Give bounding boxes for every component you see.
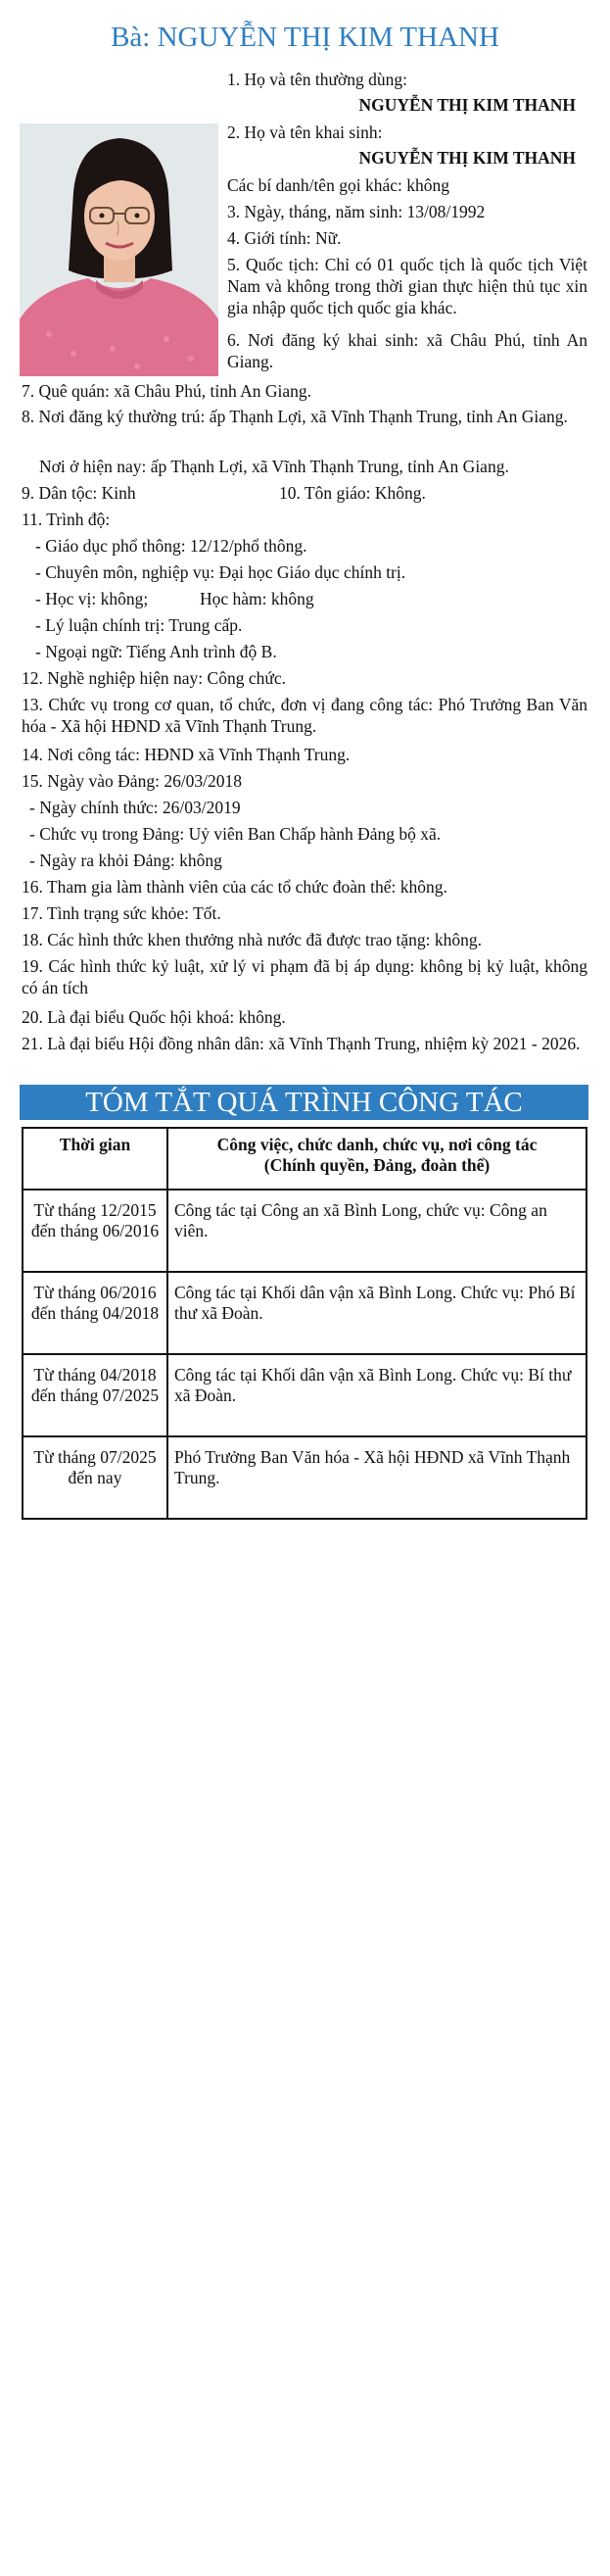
row-time: Từ tháng 12/2015 đến tháng 06/2016 [23, 1190, 167, 1272]
portrait-photo [20, 123, 218, 376]
column-header-work-line1: Công việc, chức danh, chức vụ, nơi công tác [216, 1135, 538, 1154]
field-common-name-label: 1. Họ và tên thường dùng: [227, 70, 407, 89]
field-education-rank: Học hàm: không [200, 589, 314, 608]
table-header-row [23, 1128, 587, 1190]
field-discipline: 19. Các hình thức kỷ luật, xử lý vi phạm đã bị áp dụng: không bị kỷ luật, không có án tích [22, 956, 587, 997]
page-title: Bà: NGUYỄN THỊ KIM THANH [111, 22, 499, 53]
table-row [23, 1190, 587, 1272]
field-occupation: 12. Nghề nghiệp hiện nay: Công chức. [22, 668, 286, 688]
field-party-leave-date: - Ngày ra khỏi Đảng: không [29, 851, 222, 870]
field-position: 13. Chức vụ trong cơ quan, tổ chức, đơn vị đang công tác: Phó Trưởng Ban Văn hóa - Xã hội HĐND xã Vĩnh Thạnh Trung. [22, 695, 587, 736]
field-ethnicity: 9. Dân tộc: Kinh [22, 483, 136, 503]
field-party-join-date: 15. Ngày vào Đảng: 26/03/2018 [22, 771, 243, 791]
field-health: 17. Tình trạng sức khỏe: Tốt. [22, 903, 221, 923]
portrait-illustration [20, 123, 218, 376]
field-date-of-birth: 3. Ngày, tháng, năm sinh: 13/08/1992 [227, 202, 486, 221]
field-gender: 4. Giới tính: Nữ. [227, 228, 342, 248]
field-party-official-date: - Ngày chính thức: 26/03/2019 [29, 798, 241, 817]
table-row [23, 1272, 587, 1354]
column-header-time: Thời gian [23, 1128, 167, 1190]
work-history-banner: TÓM TẮT QUÁ TRÌNH CÔNG TÁC [20, 1085, 588, 1120]
field-other-names: Các bí danh/tên gọi khác: không [227, 175, 449, 195]
field-council-delegate: 21. Là đại biểu Hội đồng nhân dân: xã Vĩnh Thạnh Trung, nhiệm kỳ 2021 - 2026. [22, 1034, 581, 1053]
field-education-degree: - Học vị: không; [35, 589, 149, 608]
field-national-assembly: 20. Là đại biểu Quốc hội khoá: không. [22, 1007, 286, 1027]
row-description: Phó Trưởng Ban Văn hóa - Xã hội HĐND xã Vĩnh Thạnh Trung. [167, 1436, 587, 1519]
row-description: Công tác tại Khối dân vận xã Bình Long. Chức vụ: Phó Bí thư xã Đoàn. [167, 1272, 587, 1354]
field-education-title: 11. Trình độ: [22, 510, 111, 529]
field-birth-name-label: 2. Họ và tên khai sinh: [227, 122, 383, 142]
field-nationality: 5. Quốc tịch: Chỉ có 01 quốc tịch là quốc tịch Việt Nam và không trong thời gian thực hiện thủ tục xin gia nhập quốc tịch quốc gia khác. [227, 255, 587, 317]
field-birth-registration: 6. Nơi đăng ký khai sinh: xã Châu Phú, tỉnh An Giang. [227, 330, 587, 371]
field-birth-name-value: NGUYỄN THỊ KIM THANH [358, 148, 576, 168]
row-time: Từ tháng 04/2018 đến tháng 07/2025 [23, 1354, 167, 1436]
field-education-major: - Chuyên môn, nghiệp vụ: Đại học Giáo dục chính trị. [35, 562, 406, 582]
table-row [23, 1354, 587, 1436]
field-current-residence: Nơi ở hiện nay: ấp Thạnh Lợi, xã Vĩnh Thạnh Trung, tỉnh An Giang. [39, 457, 509, 476]
field-education-general: - Giáo dục phổ thông: 12/12/phổ thông. [35, 536, 307, 556]
row-time: Từ tháng 07/2025 đến nay [23, 1436, 167, 1519]
field-awards: 18. Các hình thức khen thưởng nhà nước đã được trao tặng: không. [22, 930, 483, 949]
field-workplace: 14. Nơi công tác: HĐND xã Vĩnh Thạnh Trung. [22, 745, 351, 764]
work-history-table [22, 1127, 587, 1520]
field-hometown: 7. Quê quán: xã Châu Phú, tỉnh An Giang. [22, 381, 312, 401]
field-party-position: - Chức vụ trong Đảng: Uỷ viên Ban Chấp hành Đảng bộ xã. [29, 824, 442, 844]
column-header-work-line2: (Chính quyền, Đảng, đoàn thể) [263, 1155, 491, 1175]
table-row [23, 1436, 587, 1519]
field-common-name-value: NGUYỄN THỊ KIM THANH [358, 95, 576, 115]
field-political-theory: - Lý luận chính trị: Trung cấp. [35, 615, 243, 635]
column-header-work [167, 1128, 587, 1190]
row-description: Công tác tại Khối dân vận xã Bình Long. Chức vụ: Bí thư xã Đoàn. [167, 1354, 587, 1436]
field-foreign-language: - Ngoại ngữ: Tiếng Anh trình độ B. [35, 642, 277, 661]
field-organizations: 16. Tham gia làm thành viên của các tổ chức đoàn thể: không. [22, 877, 447, 897]
row-description: Công tác tại Công an xã Bình Long, chức vụ: Công an viên. [167, 1190, 587, 1272]
field-permanent-residence: 8. Nơi đăng ký thường trú: ấp Thạnh Lợi, xã Vĩnh Thạnh Trung, tỉnh An Giang. [22, 407, 568, 426]
field-religion: 10. Tôn giáo: Không. [279, 483, 426, 503]
row-time: Từ tháng 06/2016 đến tháng 04/2018 [23, 1272, 167, 1354]
